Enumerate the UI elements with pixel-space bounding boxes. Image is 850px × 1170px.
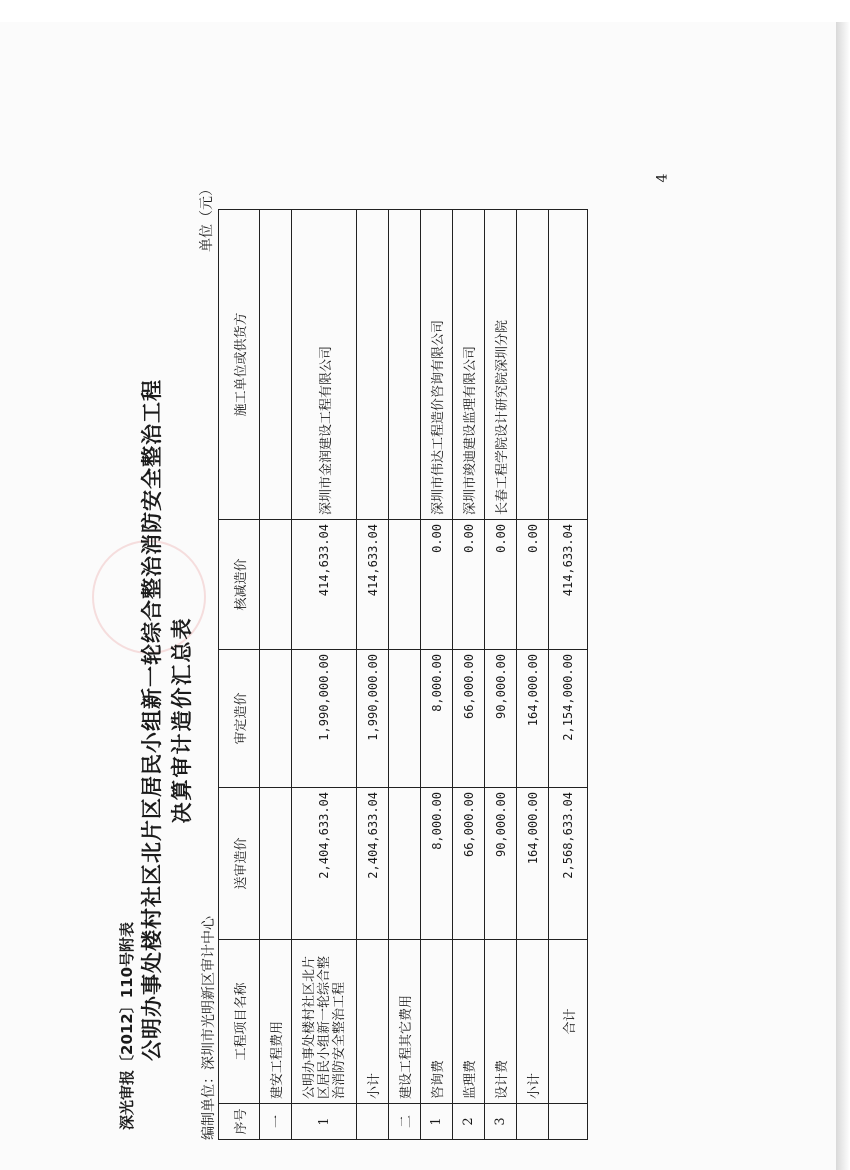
row-reduced [389, 520, 421, 650]
row-approved [260, 650, 292, 788]
table-header-row [219, 210, 260, 1140]
table-row [453, 210, 485, 1140]
audit-summary-table [218, 209, 588, 1140]
row-no: 2 [453, 1104, 485, 1140]
row-contractor [549, 210, 588, 520]
row-submitted: 2,404,633.04 [292, 788, 357, 940]
row-no [357, 1104, 389, 1140]
row-name: 小计 [517, 940, 549, 1104]
table-row [292, 210, 357, 1140]
row-submitted: 90,000.00 [485, 788, 517, 940]
row-submitted: 164,000.00 [517, 788, 549, 940]
table-row [517, 210, 549, 1140]
row-no: 一 [260, 1104, 292, 1140]
row-name: 建安工程费用 [260, 940, 292, 1104]
row-contractor: 深圳市伟达工程造价咨询有限公司 [421, 210, 453, 520]
row-reduced [260, 520, 292, 650]
row-submitted: 2,404,633.04 [357, 788, 389, 940]
row-approved: 1,990,000.00 [357, 650, 389, 788]
table-row [389, 210, 421, 1140]
document-number: 深光审报〔2012〕110号附表 [118, 921, 136, 1130]
header-contractor: 施工单位或供货方 [219, 210, 260, 520]
row-submitted: 66,000.00 [453, 788, 485, 940]
row-name: 监理费 [453, 940, 485, 1104]
row-contractor [357, 210, 389, 520]
page-edge-shadow [836, 22, 850, 1170]
header-no: 序号 [219, 1104, 260, 1140]
row-reduced: 0.00 [421, 520, 453, 650]
table-row [421, 210, 453, 1140]
row-contractor [389, 210, 421, 520]
row-name: 合计 [549, 940, 588, 1104]
row-submitted [260, 788, 292, 940]
row-approved [389, 650, 421, 788]
row-submitted [389, 788, 421, 940]
row-reduced: 0.00 [517, 520, 549, 650]
row-contractor [260, 210, 292, 520]
row-contractor: 深圳市竣迪建设监理有限公司 [453, 210, 485, 520]
table-row [260, 210, 292, 1140]
row-reduced: 414,633.04 [292, 520, 357, 650]
header-approved-cost: 审定造价 [219, 650, 260, 788]
row-name: 建设工程其它费用 [389, 940, 421, 1104]
header-reduced-cost: 核减造价 [219, 520, 260, 650]
currency-unit: 单位（元） [199, 182, 215, 252]
row-reduced: 0.00 [485, 520, 517, 650]
row-reduced: 0.00 [453, 520, 485, 650]
table-total-row [549, 210, 588, 1140]
row-name: 咨询费 [421, 940, 453, 1104]
page-number: 4 [654, 173, 671, 183]
row-no: 1 [421, 1104, 453, 1140]
row-reduced: 414,633.04 [357, 520, 389, 650]
row-no [517, 1104, 549, 1140]
rotated-document [110, 140, 830, 1140]
row-approved: 66,000.00 [453, 650, 485, 788]
row-name: 公明办事处楼村社区北片区居民小组新一轮综合整治消防安全整治工程 [292, 940, 357, 1104]
row-name: 小计 [357, 940, 389, 1104]
row-approved: 8,000.00 [421, 650, 453, 788]
row-contractor: 长春工程学院设计研究院深圳分院 [485, 210, 517, 520]
row-reduced: 414,633.04 [549, 520, 588, 650]
row-no: 1 [292, 1104, 357, 1140]
row-no [549, 1104, 588, 1140]
row-approved: 90,000.00 [485, 650, 517, 788]
row-no: 3 [485, 1104, 517, 1140]
title-line-1: 公明办事处楼村社区北片区居民小组新一轮综合整治消防安全整治工程 [139, 379, 164, 1061]
table-row [357, 210, 389, 1140]
row-approved: 164,000.00 [517, 650, 549, 788]
row-submitted: 2,568,633.04 [549, 788, 588, 940]
row-no: 二 [389, 1104, 421, 1140]
row-contractor [517, 210, 549, 520]
compiling-unit: 编制单位：深圳市光明新区审计中心 [201, 916, 217, 1140]
header-project-name: 工程项目名称 [219, 940, 260, 1104]
row-approved: 1,990,000.00 [292, 650, 357, 788]
header-submitted-cost: 送审造价 [219, 788, 260, 940]
title-line-2: 决算审计造价汇总表 [169, 616, 194, 824]
row-contractor: 深圳市金润建设工程有限公司 [292, 210, 357, 520]
row-name: 设计费 [485, 940, 517, 1104]
row-submitted: 8,000.00 [421, 788, 453, 940]
row-approved: 2,154,000.00 [549, 650, 588, 788]
table-row [485, 210, 517, 1140]
